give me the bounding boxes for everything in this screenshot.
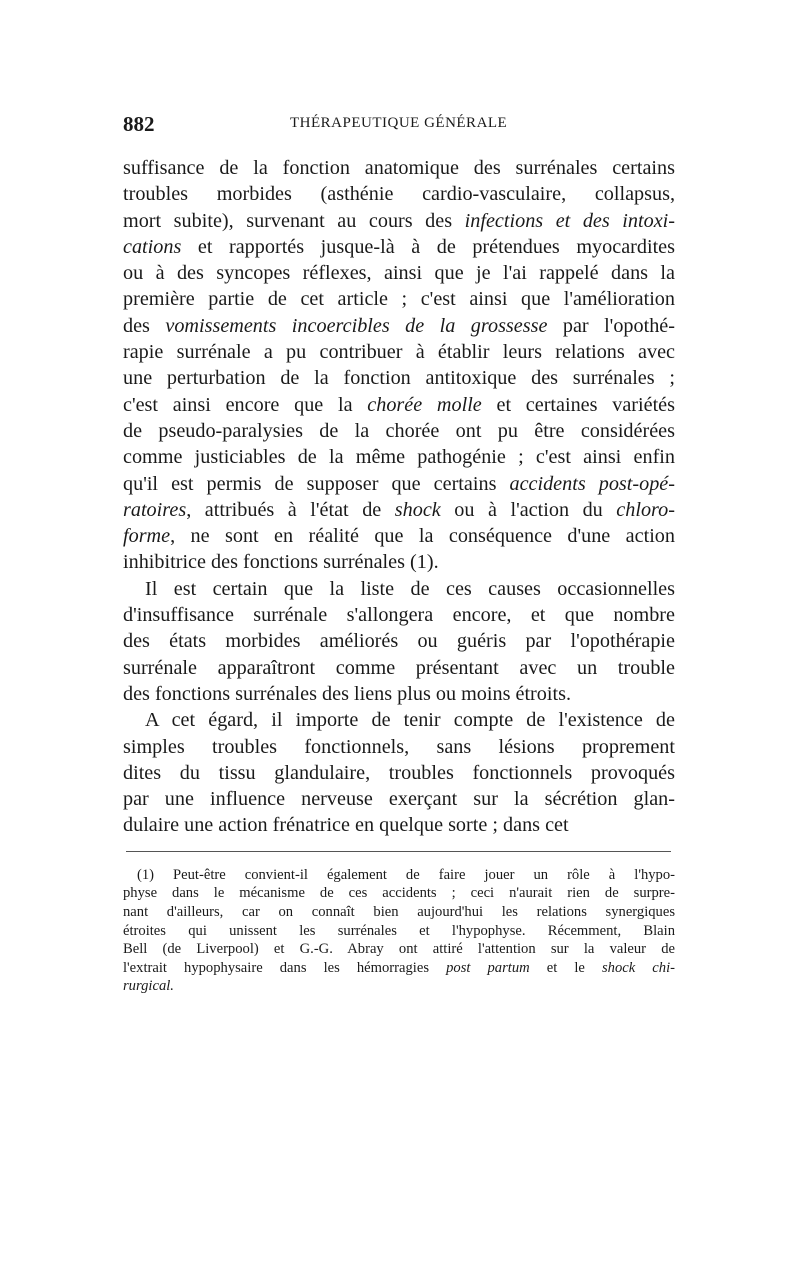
text-run: , attribués à l'état de: [186, 498, 395, 521]
text-run: nant d'ailleurs, car on connaît bien aujourd'hui les relations synergiques: [123, 903, 675, 920]
body-text: [123, 155, 675, 839]
text-line: [123, 365, 675, 391]
text-run: simples troubles fonctionnels, sans lésions proprement: [123, 735, 675, 758]
footnote-rule: [126, 851, 671, 852]
text-line: [123, 181, 675, 207]
text-line: [123, 208, 675, 234]
text-line: [123, 392, 675, 418]
text-run: mort subite), survenant au cours des: [123, 209, 465, 232]
text-run: et le: [529, 959, 602, 976]
text-run: Bell (de Liverpool) et G.-G. Abray ont attiré l'attention sur la valeur de: [123, 941, 675, 958]
text-run: (1) Peut-être convient-il également de faire jouer un rôle à l'hypo-: [137, 866, 675, 883]
text-run: Il est certain que la liste de ces causes occasionnelles: [145, 577, 675, 600]
text-line: [123, 418, 675, 444]
text-run: rapie surrénale a pu contribuer à établir leurs relations avec: [123, 341, 675, 364]
italic-run: accidents post-opé-: [509, 472, 675, 495]
italic-run: chloro-: [616, 498, 675, 521]
footnote-line: [123, 922, 675, 941]
footnote-line: [123, 866, 675, 885]
page-number: 882: [123, 112, 155, 136]
text-run: par une influence nerveuse exerçant sur la sécrétion glan-: [123, 788, 675, 811]
running-head: [123, 112, 675, 144]
text-run: ou à des syncopes réflexes, ainsi que je l'ai rappelé dans la: [123, 262, 675, 285]
text-line: [123, 313, 675, 339]
text-line: [123, 471, 675, 497]
text-run: d'insuffisance surrénale s'allongera encore, et que nombre: [123, 604, 675, 627]
footnote-line: [123, 977, 675, 996]
text-run: dites du tissu glandulaire, troubles fonctionnels provoqués: [123, 761, 675, 784]
text-line: [123, 655, 675, 681]
page: [123, 112, 675, 996]
italic-run: post partum: [446, 959, 530, 976]
italic-run: shock chi-: [601, 959, 675, 976]
text-run: suffisance de la fonction anatomique des surrénales certains: [123, 157, 675, 179]
text-line: [123, 286, 675, 312]
footnote-line: [123, 884, 675, 903]
text-line: [123, 812, 675, 838]
text-run: des: [123, 314, 166, 337]
text-line: [123, 444, 675, 470]
italic-run: rurgical.: [123, 978, 174, 995]
text-line: [123, 734, 675, 760]
text-run: et certaines variétés: [481, 393, 675, 416]
text-run: physe dans le mécanisme de ces accidents ; ceci n'aurait rien de surpre-: [123, 885, 675, 902]
text-line: [123, 155, 675, 181]
text-line: [123, 339, 675, 365]
text-line: [123, 786, 675, 812]
text-run: étroites qui unissent les surrénales et l'hypophyse. Récemment, Blain: [123, 922, 675, 939]
text-run: une perturbation de la fonction antitoxique des surrénales ;: [123, 367, 675, 390]
text-run: des états morbides améliorés ou guéris par l'opothérapie: [123, 630, 675, 653]
footnote: [123, 866, 675, 996]
text-run: dulaire une action frénatrice en quelque sorte ; dans cet: [123, 814, 569, 837]
italic-run: vomissements incoercibles de la grossesse: [165, 314, 548, 337]
text-line: [123, 260, 675, 286]
text-run: des fonctions surrénales des liens plus ou moins étroits.: [123, 682, 571, 705]
text-line: [123, 628, 675, 654]
text-run: comme justiciables de la même pathogénie ; c'est ainsi enfin: [123, 446, 675, 469]
text-line: [123, 707, 675, 733]
text-line: [123, 234, 675, 260]
text-line: [123, 576, 675, 602]
text-run: première partie de cet article ; c'est ainsi que l'amélioration: [123, 288, 675, 311]
text-line: [123, 549, 675, 575]
text-run: ou à l'action du: [440, 498, 617, 521]
text-line: [123, 760, 675, 786]
italic-run: cations: [123, 235, 182, 258]
text-line: [123, 681, 675, 707]
text-run: inhibitrice des fonctions surrénales (1).: [123, 551, 439, 574]
footnote-line: [123, 959, 675, 978]
text-run: par l'opothé-: [547, 314, 675, 337]
text-run: c'est ainsi encore que la: [123, 393, 368, 416]
italic-run: ratoires: [123, 498, 187, 521]
text-line: [123, 523, 675, 549]
text-run: de pseudo-paralysies de la chorée ont pu être considérées: [123, 419, 675, 442]
text-line: [123, 602, 675, 628]
text-run: A cet égard, il importe de tenir compte de l'existence de: [145, 709, 675, 732]
running-title: THÉRAPEUTIQUE GÉNÉRALE: [290, 115, 508, 131]
text-run: , ne sont en réalité que la conséquence d'une action: [170, 525, 675, 548]
text-run: surrénale apparaîtront comme présentant avec un trouble: [123, 656, 675, 679]
text-run: qu'il est permis de supposer que certains: [123, 472, 510, 495]
italic-run: infections et des intoxi-: [464, 209, 676, 232]
text-run: l'extrait hypophysaire dans les hémorragies: [123, 959, 447, 976]
italic-run: forme: [123, 525, 171, 548]
italic-run: chorée molle: [367, 393, 482, 416]
text-run: troubles morbides (asthénie cardio-vasculaire, collapsus,: [123, 183, 675, 206]
italic-run: shock: [394, 498, 441, 521]
text-line: [123, 497, 675, 523]
footnote-line: [123, 903, 675, 922]
text-run: et rapportés jusque-là à de prétendues myocardites: [181, 235, 675, 258]
footnote-line: [123, 940, 675, 959]
